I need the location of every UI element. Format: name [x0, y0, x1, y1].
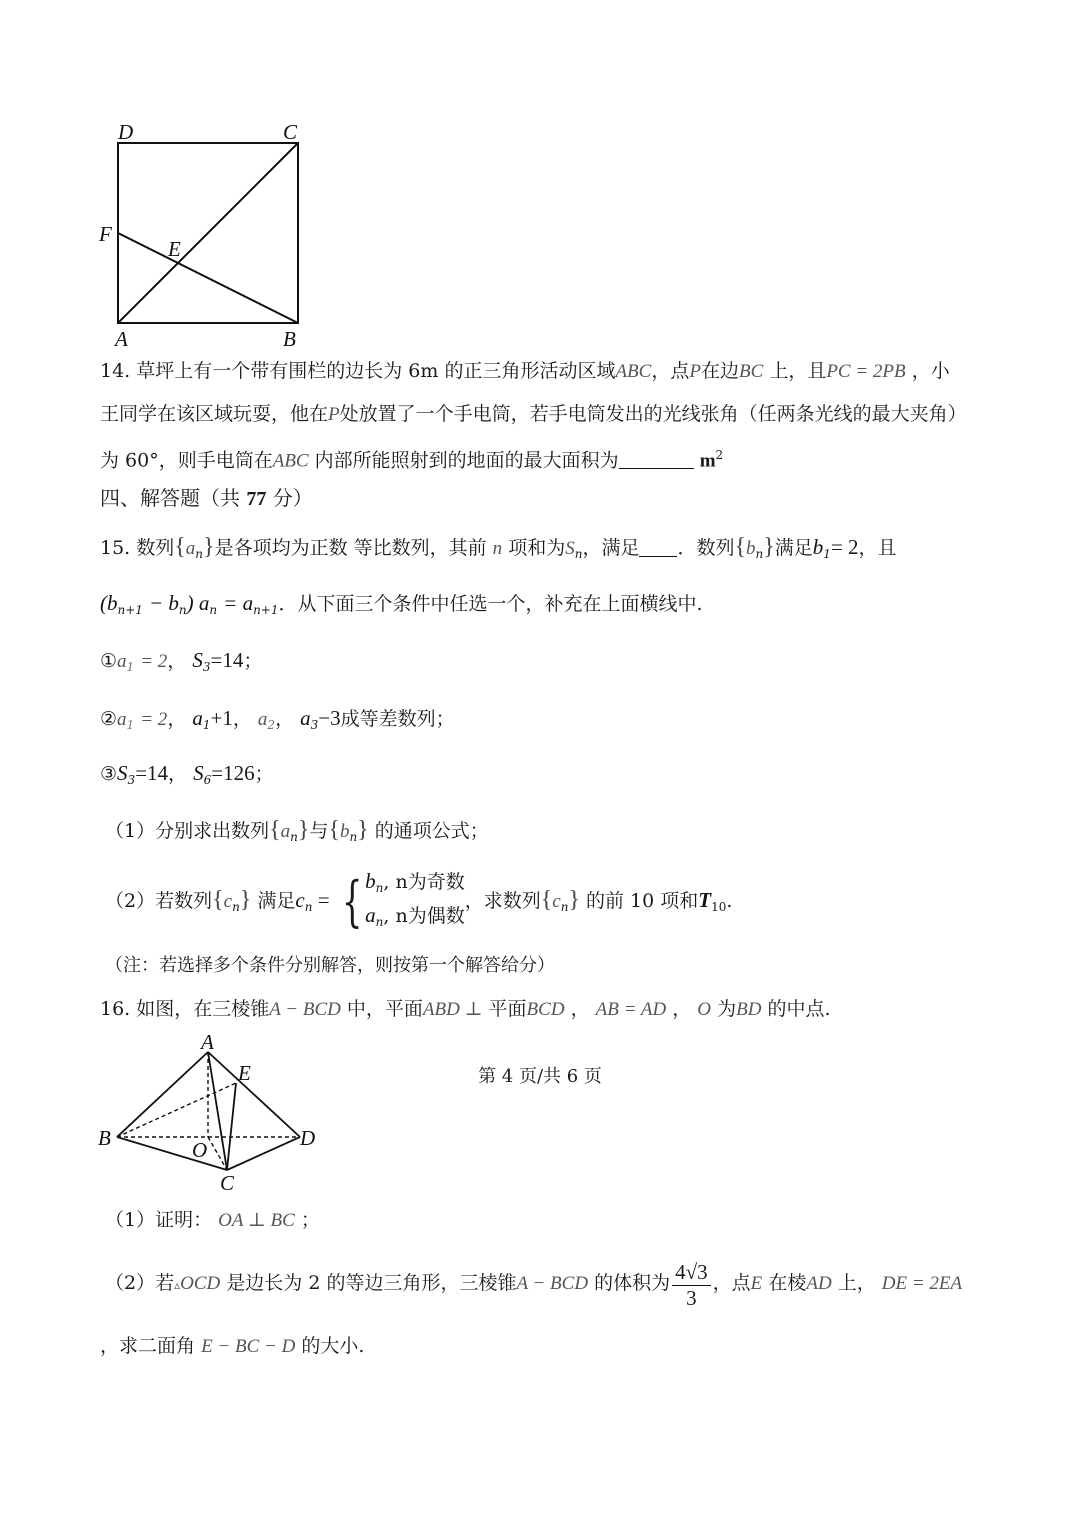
label-c: C [283, 120, 298, 144]
q16-part-1: （1）证明： OA ⊥ BC ； [105, 1209, 320, 1231]
q15-part-1: （1）分别求出数列$\{a_n\}$与$\{b_n\}$ 的通项公式； [105, 817, 489, 844]
label-b: B [283, 327, 296, 350]
label-e: E [168, 237, 181, 261]
label-f: F [99, 222, 112, 246]
label-a: A [115, 327, 128, 350]
q15-part-2: （2）若数列$\{c_n\}$ 满足$c_n$ = { $b_n$, n为奇数 $a_n$, n为偶数 ，求数列$\{c_n\}$ 的前 10 项和$T_{10}$. [105, 868, 732, 939]
label-d: D [300, 1126, 316, 1150]
q15-condition-2: $②a_1 = 2$， $a_1+1$， $a_2$， $a_3-3$成等差数列； [100, 706, 455, 732]
edge-cd [227, 1137, 300, 1170]
section-heading: 四、解答题（共 77 分） [100, 486, 313, 510]
q16-part-2: （2）若▵OCD 是边长为 2 的等边三角形，三棱锥A − BCD 的体积为 $\frac{4√3}{3}$ ，点E 在棱AD 上， DE = 2EA [105, 1259, 963, 1310]
answer-blank [619, 450, 694, 469]
q15-line-2: $(b_{n+1} - b_n) a_n = a_{n+1}$．从下面三个条件中任选一个，补充在上面横线中. [100, 591, 703, 617]
q14-line-1: 14. 草坪上有一个带有围栏的边长为 6m 的正三角形活动区域ABC，点P在边BC 上，且PC = 2PB ，小 [100, 360, 950, 382]
label-c: C [220, 1171, 235, 1195]
q15-condition-3: $③S_3=14$， $S_6=126$； [100, 761, 274, 787]
label-a: A [201, 1030, 214, 1054]
label-b: B [98, 1126, 111, 1150]
q16-line-1: 16. 如图，在三棱锥A − BCD 中，平面ABD ⊥ 平面BCD ， AB = AD ， O 为BD 的中点. [100, 998, 831, 1020]
diagonal-ac [118, 143, 298, 323]
q14-line-2: 王同学在该区域玩耍，他在P处放置了一个手电筒，若手电筒发出的光线张角（任两条光线的最大夹角） [100, 403, 967, 425]
volume-fraction: $\frac{4√3}{3}$ [672, 1259, 711, 1310]
condition-blank [639, 538, 677, 557]
q14-line-3: 为 60°，则手电筒在ABC 内部所能照射到的地面的最大面积为 $m^2$ [100, 448, 724, 472]
q16-part-2-cont: ，求二面角 E − BC − D 的大小. [100, 1335, 365, 1357]
square-figure [95, 115, 325, 350]
piecewise-definition: { $b_n$, n为奇数 $a_n$, n为偶数 [341, 869, 465, 933]
pyramid-figure [95, 1030, 335, 1195]
q15-condition-1: $①a_1 = 2$， $S_3=14$； [100, 648, 263, 674]
label-d: D [118, 120, 134, 144]
segment-fb [118, 233, 298, 323]
label-e: E [238, 1061, 251, 1085]
q15-note: （注：若选择多个条件分别解答，则按第一个解答给分） [105, 955, 555, 976]
label-o: O [192, 1138, 208, 1162]
edge-bc [117, 1137, 227, 1170]
page-footer: 第 4 页/共 6 页 [478, 1066, 602, 1087]
segment-ec [227, 1083, 236, 1170]
q15-line-1: 15. 数列$\{a_n\}$是各项均为正数 等比数列，其前 n 项和为$S_n$，满足 ．数列$\{b_n\}$满足$b_1= 2$，且 [100, 534, 897, 561]
